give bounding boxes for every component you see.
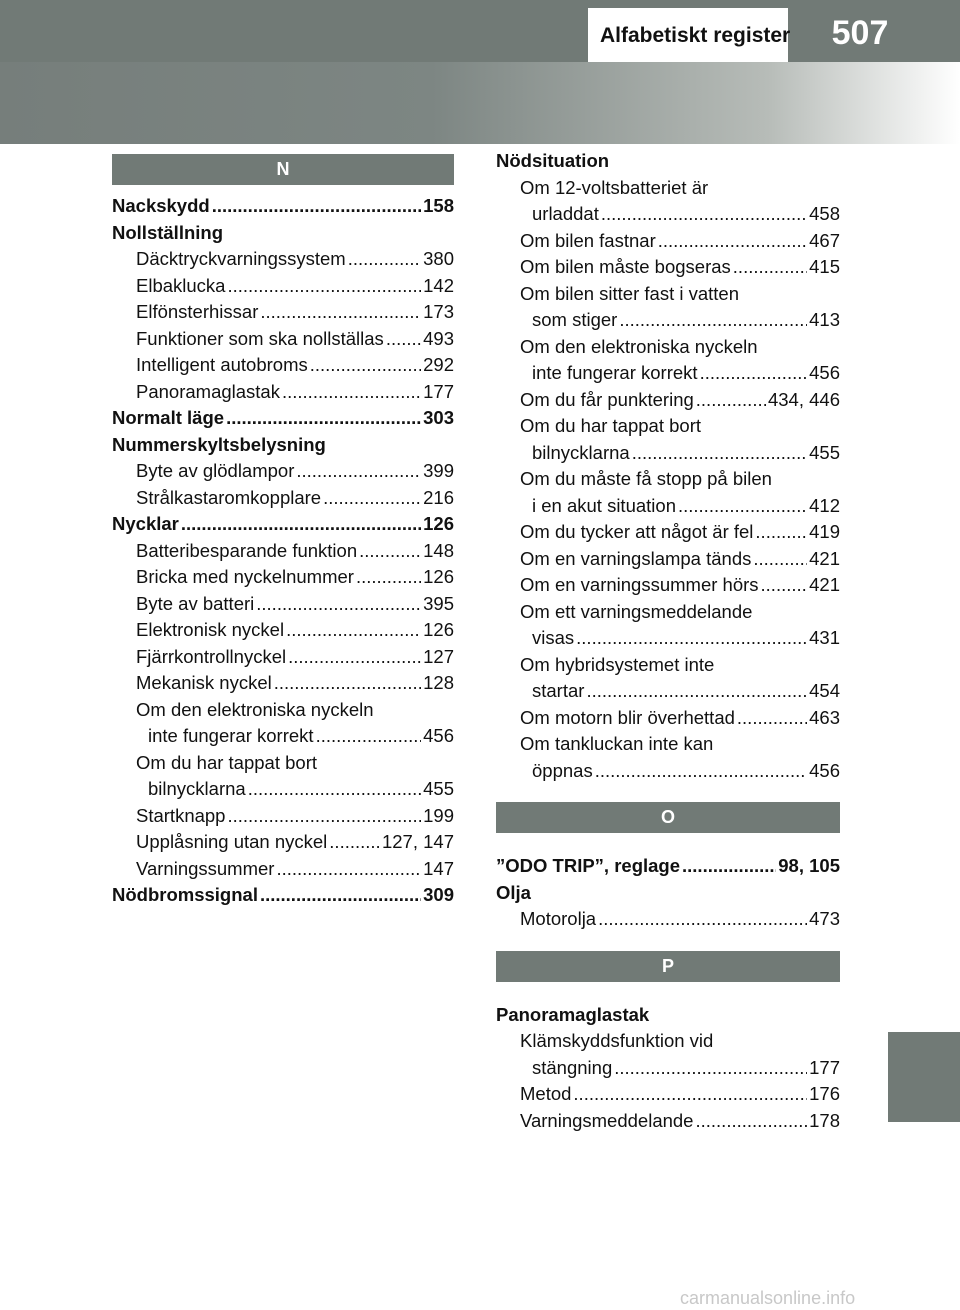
- entry-term: Om en varningslampa tänds: [520, 547, 752, 569]
- entry-term: Om motorn blir överhettad: [520, 706, 735, 728]
- page-reference[interactable]: 412: [809, 494, 840, 516]
- dot-leader: [586, 678, 807, 705]
- page-reference[interactable]: 126: [423, 619, 454, 640]
- entry-term: som stiger: [532, 309, 618, 330]
- index-subentry: [112, 564, 454, 591]
- index-subentry: [112, 326, 454, 353]
- index-subentry: [496, 1055, 840, 1082]
- index-subentry: [496, 705, 840, 732]
- index-subentry: [112, 723, 454, 750]
- entry-term: Om bilen fastnar: [520, 229, 656, 251]
- dot-leader: [755, 519, 807, 546]
- entry-term: startar: [532, 680, 585, 701]
- index-subentry: Om 12-voltsbatteriet är: [520, 176, 709, 198]
- page-reference[interactable]: 142: [423, 274, 454, 296]
- page-reference[interactable]: 147: [423, 857, 454, 879]
- index-subentry: Om den elektroniska nyckeln: [520, 335, 758, 357]
- decorative-banner: [0, 62, 960, 144]
- page-reference[interactable]: 176: [809, 1083, 840, 1104]
- index-subentry: Om du har tappat bort: [136, 751, 317, 773]
- dot-leader: [260, 882, 421, 909]
- index-subentry: Om ett varningsmeddelande: [520, 600, 753, 622]
- section-letter-header: N: [112, 154, 454, 185]
- page-reference[interactable]: 126: [423, 513, 454, 534]
- page-reference[interactable]: 455: [809, 441, 840, 463]
- index-subentry: [112, 379, 454, 406]
- entry-term: urladdat: [532, 203, 599, 224]
- index-subentry: [112, 246, 454, 273]
- index-entry: Panoramaglastak: [496, 1003, 650, 1025]
- dot-leader: [696, 387, 766, 414]
- page-title: Alfabetiskt register: [600, 24, 791, 47]
- index-subentry: [496, 1108, 840, 1135]
- page-reference[interactable]: 473: [809, 908, 840, 929]
- index-subentry: Om hybridsystemet inte: [520, 653, 715, 675]
- index-column-right: [496, 148, 840, 1134]
- index-subentry: [496, 572, 840, 599]
- page-reference[interactable]: 454: [809, 680, 840, 701]
- index-subentry: Klämskyddsfunktion vid: [520, 1030, 714, 1051]
- entry-term: bilnycklarna: [532, 441, 630, 463]
- dot-leader: [573, 1081, 807, 1108]
- entry-term: Varningsmeddelande: [520, 1109, 694, 1131]
- entry-term: Om du får punktering: [520, 388, 694, 410]
- page-reference[interactable]: 456: [423, 725, 454, 746]
- dot-leader: [359, 538, 421, 565]
- entry-term: Mekanisk nyckel: [136, 672, 272, 693]
- index-column-left: [112, 154, 454, 909]
- page-reference[interactable]: 177: [809, 1056, 840, 1078]
- page-reference[interactable]: 415: [809, 256, 840, 277]
- section-letter-header: O: [496, 802, 840, 833]
- page-reference[interactable]: 126: [423, 566, 454, 587]
- index-subentry: [112, 299, 454, 326]
- entry-term: Upplåsning utan nyckel: [136, 831, 328, 852]
- entry-term: Normalt läge: [112, 407, 225, 428]
- page-reference[interactable]: 98, 105: [778, 855, 840, 876]
- index-subentry: Om bilen sitter fast i vatten: [520, 282, 740, 304]
- entry-term: Metod: [520, 1083, 572, 1104]
- page-reference[interactable]: 458: [809, 203, 840, 224]
- entry-term: Startknapp: [136, 804, 226, 826]
- index-subentry: Om tankluckan inte kan: [520, 733, 714, 754]
- page-reference[interactable]: 456: [809, 362, 840, 383]
- dot-leader: [288, 644, 421, 671]
- index-entry: Nummerskyltsbelysning: [112, 433, 326, 455]
- page-reference[interactable]: 463: [809, 706, 840, 728]
- entry-term: ”ODO TRIP”, reglage: [496, 855, 681, 876]
- dot-leader: [329, 829, 380, 856]
- entry-term: i en akut situation: [532, 494, 676, 516]
- index-entry: [112, 511, 454, 538]
- entry-term: inte fungerar korrekt: [532, 362, 698, 383]
- entry-term: Nödbromssignal: [112, 884, 258, 905]
- index-subentry: [112, 776, 454, 803]
- dot-leader: [248, 776, 421, 803]
- dot-leader: [274, 670, 421, 697]
- index-subentry: [496, 201, 840, 228]
- entry-term: Nycklar: [112, 513, 179, 534]
- entry-term: Motorolja: [520, 908, 597, 929]
- page-reference[interactable]: 177: [423, 380, 454, 402]
- index-subentry: [496, 493, 840, 520]
- entry-term: Nackskydd: [112, 195, 210, 216]
- page-reference[interactable]: 455: [423, 778, 454, 799]
- dot-leader: [601, 201, 807, 228]
- chapter-thumb-tab[interactable]: [888, 1032, 960, 1122]
- page-reference[interactable]: 178: [809, 1109, 840, 1131]
- dot-leader: [286, 617, 421, 644]
- dot-leader: [700, 360, 808, 387]
- dot-leader: [386, 326, 421, 353]
- page-reference[interactable]: 127, 147: [381, 831, 454, 852]
- index-subentry: [112, 352, 454, 379]
- dot-leader: [695, 1108, 807, 1135]
- dot-leader: [227, 273, 421, 300]
- entry-term: Elbaklucka: [136, 274, 226, 296]
- index-subentry: [496, 254, 840, 281]
- index-subentry: [496, 228, 840, 255]
- page-reference[interactable]: 421: [809, 574, 840, 595]
- index-subentry: Om du har tappat bort: [520, 415, 701, 436]
- index-subentry: [112, 644, 454, 671]
- page-reference[interactable]: 434, 446: [767, 388, 840, 410]
- dot-leader: [598, 906, 807, 933]
- index-subentry: [112, 617, 454, 644]
- dot-leader: [282, 379, 421, 406]
- dot-leader: [227, 803, 421, 830]
- dot-leader: [658, 228, 807, 255]
- entry-term: Om bilen måste bogseras: [520, 256, 731, 277]
- index-subentry: Om du måste få stopp på bilen: [520, 468, 772, 489]
- page-reference[interactable]: 303: [423, 407, 454, 428]
- dot-leader: [323, 485, 421, 512]
- page-reference[interactable]: 292: [423, 354, 454, 375]
- entry-term: visas: [532, 627, 575, 648]
- page-reference[interactable]: 456: [809, 759, 840, 781]
- index-subentry: [112, 670, 454, 697]
- index-subentry: [112, 458, 454, 485]
- index-entry: [112, 882, 454, 909]
- index-subentry: [496, 519, 840, 546]
- index-subentry: [496, 1081, 840, 1108]
- dot-leader: [260, 299, 421, 326]
- index-entry: Olja: [496, 881, 531, 903]
- index-subentry: [112, 856, 454, 883]
- page-reference[interactable]: 395: [423, 592, 454, 614]
- entry-term: Om en varningssummer hörs: [520, 574, 759, 595]
- page-reference[interactable]: 413: [809, 309, 840, 330]
- index-subentry: [496, 546, 840, 573]
- entry-term: Funktioner som ska nollställas: [136, 327, 384, 349]
- dot-leader: [316, 723, 422, 750]
- entry-term: Strålkastaromkopplare: [136, 486, 322, 508]
- index-entry: [112, 405, 454, 432]
- section-letter-header: P: [496, 951, 840, 982]
- dot-leader: [733, 254, 807, 281]
- page-reference[interactable]: 158: [423, 195, 454, 216]
- entry-term: Byte av glödlampor: [136, 460, 295, 481]
- dot-leader: [678, 493, 807, 520]
- entry-term: Fjärrkontrollnyckel: [136, 645, 287, 667]
- page-reference[interactable]: 419: [809, 521, 840, 542]
- index-subentry: [496, 360, 840, 387]
- page-reference[interactable]: 127: [423, 645, 454, 667]
- page-reference[interactable]: 148: [423, 539, 454, 561]
- dot-leader: [356, 564, 421, 591]
- entry-term: inte fungerar korrekt: [148, 725, 314, 746]
- page-reference[interactable]: 467: [809, 229, 840, 251]
- dot-leader: [310, 352, 421, 379]
- index-subentry: [496, 758, 840, 785]
- index-subentry: [112, 803, 454, 830]
- entry-term: Bricka med nyckelnummer: [136, 566, 354, 587]
- entry-term: Om du tycker att något är fel: [520, 521, 754, 542]
- page-reference[interactable]: 421: [809, 547, 840, 569]
- entry-term: Intelligent autobroms: [136, 354, 308, 375]
- dot-leader: [595, 758, 807, 785]
- page-reference[interactable]: 399: [423, 460, 454, 481]
- dot-leader: [753, 546, 807, 573]
- dot-leader: [276, 856, 421, 883]
- dot-leader: [226, 405, 421, 432]
- page-reference[interactable]: 173: [423, 301, 454, 322]
- entry-term: Byte av batteri: [136, 592, 255, 614]
- index-subentry: [112, 538, 454, 565]
- page-number: 507: [831, 14, 889, 52]
- index-subentry: [112, 273, 454, 300]
- entry-term: Elektronisk nyckel: [136, 619, 285, 640]
- page-reference[interactable]: 128: [423, 672, 454, 693]
- index-entry: Nollställning: [112, 221, 223, 243]
- index-subentry: [496, 440, 840, 467]
- entry-term: bilnycklarna: [148, 778, 246, 799]
- dot-leader: [212, 193, 421, 220]
- entry-term: Varningssummer: [136, 857, 275, 879]
- dot-leader: [619, 307, 807, 334]
- index-entry: [496, 853, 840, 880]
- index-entry: [112, 193, 454, 220]
- dot-leader: [348, 246, 421, 273]
- page-reference[interactable]: 380: [423, 248, 454, 269]
- watermark: carmanualsonline.info: [680, 1288, 856, 1308]
- page-reference[interactable]: 216: [423, 486, 454, 508]
- index-subentry: [496, 625, 840, 652]
- dot-leader: [181, 511, 421, 538]
- dot-leader: [632, 440, 807, 467]
- dot-leader: [256, 591, 421, 618]
- dot-leader: [737, 705, 807, 732]
- index-subentry: [112, 485, 454, 512]
- index-subentry: [496, 387, 840, 414]
- page-reference[interactable]: 493: [423, 327, 454, 349]
- entry-term: stängning: [532, 1056, 613, 1078]
- dot-leader: [296, 458, 421, 485]
- page-reference[interactable]: 309: [423, 884, 454, 905]
- page-reference[interactable]: 431: [809, 627, 840, 648]
- dot-leader: [614, 1055, 807, 1082]
- dot-leader: [761, 572, 808, 599]
- index-subentry: Om den elektroniska nyckeln: [136, 698, 374, 720]
- index-subentry: [112, 591, 454, 618]
- dot-leader: [682, 853, 776, 880]
- index-subentry: [496, 307, 840, 334]
- entry-term: Batteribesparande funktion: [136, 539, 358, 561]
- entry-term: Panoramaglastak: [136, 380, 280, 402]
- entry-term: öppnas: [532, 759, 593, 781]
- index-subentry: [496, 678, 840, 705]
- entry-term: Elfönsterhissar: [136, 301, 259, 322]
- index-subentry: [496, 906, 840, 933]
- dot-leader: [576, 625, 807, 652]
- index-entry: Nödsituation: [496, 150, 610, 171]
- index-subentry: [112, 829, 454, 856]
- page-reference[interactable]: 199: [423, 804, 454, 826]
- entry-term: Däcktryckvarningssystem: [136, 248, 346, 269]
